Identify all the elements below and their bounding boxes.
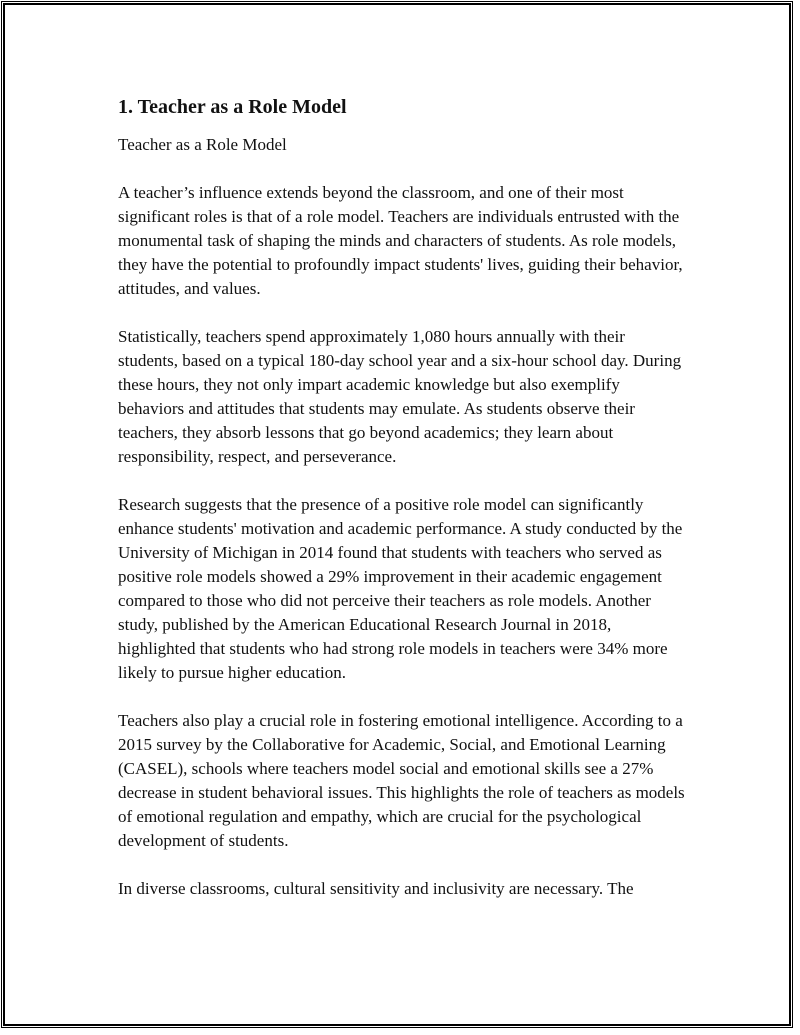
paragraph-research: Research suggests that the presence of a positive role model can significantly enhance students' motivation and academic performance. A study conducted by the University of Michigan in 2014 found that students with teachers who served as positive role models showed a 29% improvement in their academic engagement compared to those who did not perceive their teachers as role models. Another study, published by the American Educational Research Journal in 2018, highlighted that students who had strong role models in teachers were 34% more likely to pursue higher education. (118, 495, 683, 682)
paragraph-statistics: Statistically, teachers spend approximately 1,080 hours annually with their students, based on a typical 180-day school year and a six-hour school day. During these hours, they not only impart academic knowledge but also exemplify behaviors and attitudes that students may emulate. As students observe their teachers, they absorb lessons that go beyond academics; they learn about responsibility, respect, and perseverance. (118, 327, 682, 466)
section-heading: 1. Teacher as a Role Model (118, 96, 347, 118)
paragraph-cultural-sensitivity: In diverse classrooms, cultural sensitivity and inclusivity are necessary. The (118, 879, 634, 898)
paragraph-intro: A teacher’s influence extends beyond the classroom, and one of their most significant roles is that of a role model. Teachers are individuals entrusted with the monumental task of shaping the minds and characters of students. As role models, they have the potential to profoundly impact students' lives, guiding their behavior, attitudes, and values. (118, 183, 683, 298)
section-subtitle: Teacher as a Role Model (118, 135, 287, 154)
document-body (118, 95, 688, 901)
paragraph-emotional-intelligence: Teachers also play a crucial role in fostering emotional intelligence. According to a 2015 survey by the Collaborative for Academic, Social, and Emotional Learning (CASEL), schools where teachers model social and emotional skills see a 27% decrease in student behavioral issues. This highlights the role of teachers as models of emotional regulation and empathy, which are crucial for the psychological development of students. (118, 711, 685, 850)
